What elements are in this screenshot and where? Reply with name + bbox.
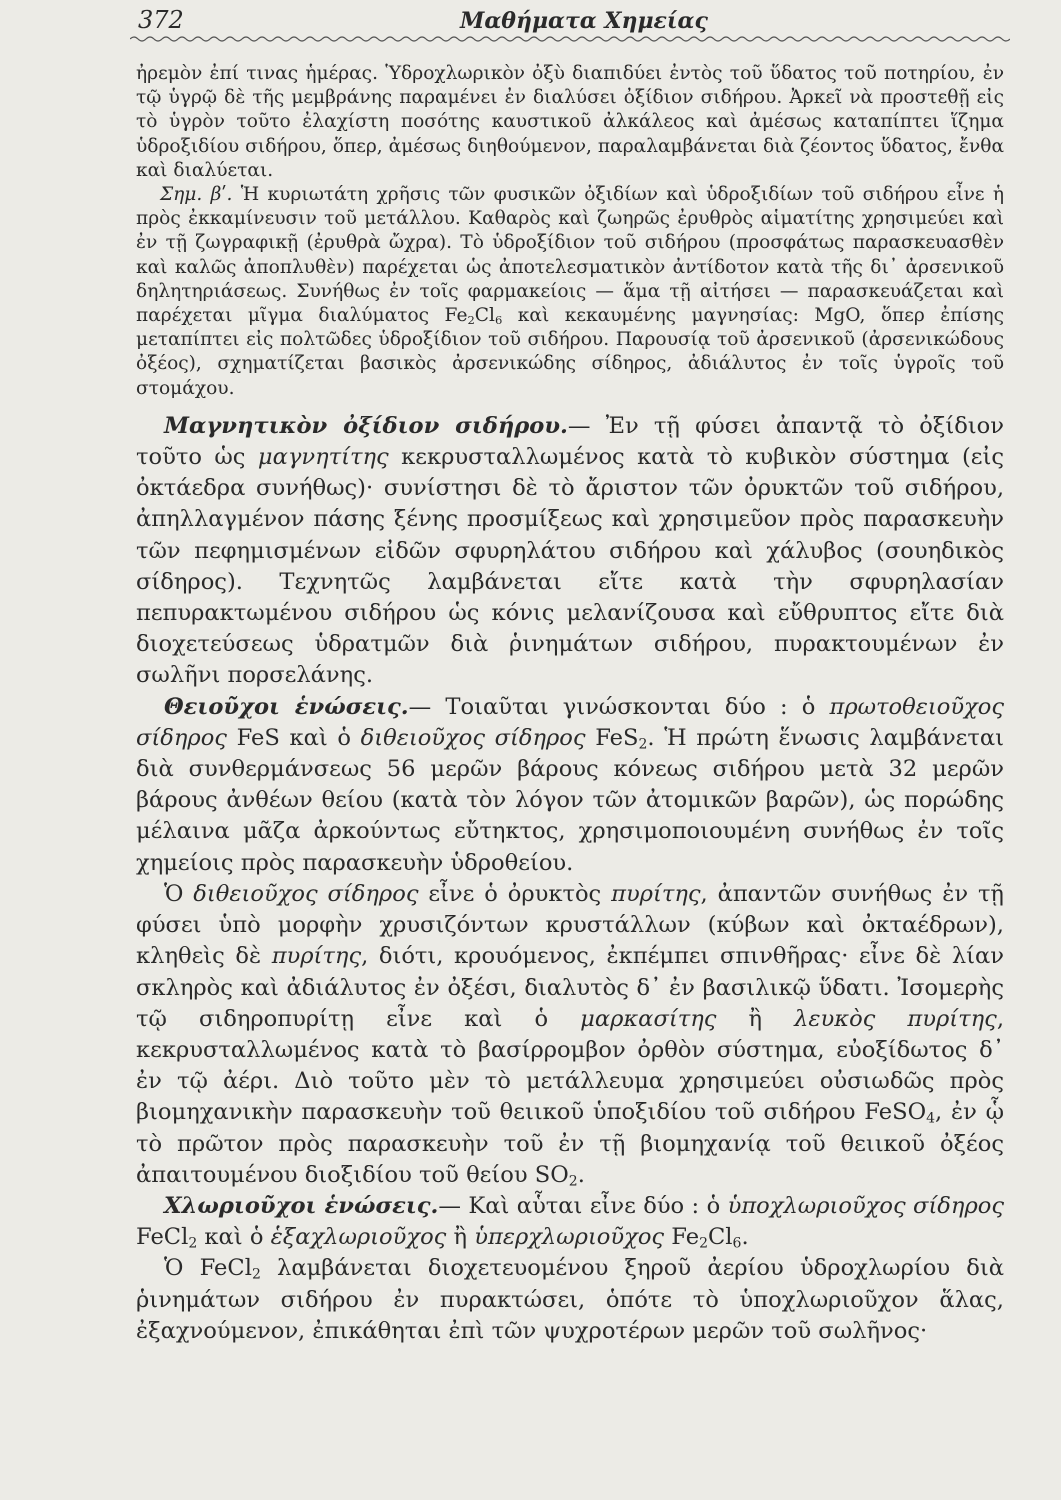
small-print-section [136, 62, 1004, 401]
paragraph-magnetic-oxide: Μαγνητικὸν ὀξίδιον σιδήρου.— Ἐν τῇ φύσει ἀπαντᾷ τὸ ὀξίδιον τοῦτο ὡς μαγνητίτης κεκρυσταλλωμένος κατὰ τὸ κυβικὸν σύστημα (εἰς ὀκτάεδρα συνήθως)· συνίστησι δὲ τὸ ἄριστον τῶν ὀρυκτῶν τοῦ σιδήρου, ἀπηλλαγμένον πάσης ξένης προσμίξεως καὶ χρησιμεῦον πρὸς παρασκευὴν τῶν πεφημισμένων εἰδῶν σφυρηλάτου σιδήρου καὶ χάλυβος (σουηδικὸς σίδηρος). Τεχνητῶς λαμβάνεται εἴτε κατὰ τὴν σφυρηλασίαν πεπυρακτωμένου σιδήρου ὡς κόνις μελανίζουσα καὶ εὔθρυπτος εἴτε διὰ διοχετεύσεως ὑδρατμῶν διὰ ῥινημάτων σιδήρου, πυρακτουμένων ἐν σωλῆνι πορσελάνης. [136, 412, 1004, 689]
wavy-rule [130, 34, 1010, 44]
note-label: Σημ. βʹ. [160, 184, 233, 206]
section-heading: Χλωριοῦχοι ἑνώσεις. [164, 1192, 439, 1219]
paragraph-sulfur-compounds: Θειοῦχοι ἑνώσεις.— Τοιαῦται γινώσκονται δύο : ὁ πρωτοθειοῦχος σίδηρος FeS καὶ ὁ διθειοῦχος σίδηρος FeS$_2$. Ἡ πρώτη ἕνωσις λαμβάνεται διὰ συνθερμάνσεως 56 μερῶν βάρους κόνεως σιδήρου μετὰ 32 μερῶν βάρους ἀνθέων θείου (κατὰ τὸν λόγον τῶν ἀτομικῶν βαρῶν), ὡς πορώδης μέλαινα μᾶζα ἀρκούντως εὔτηκτος, χρησιμοποιουμένη συνήθως ἐν τοῖς χημείοις πρὸς παρασκευὴν ὑδροθείου. [136, 693, 1004, 876]
page-body [136, 62, 1004, 1347]
paragraph-note-b: Σημ. βʹ. Ἡ κυριωτάτη χρῆσις τῶν φυσικῶν ὀξιδίων καὶ ὑδροξιδίων τοῦ σιδήρου εἶνε ἡ πρὸς ἐκκαμίνευσιν τοῦ μετάλλου. Καθαρὸς καὶ ζωηρῶς ἐρυθρὸς αἱματίτης χρησιμεύει καὶ ἐν τῇ ζωγραφικῇ (ἐρυθρὰ ὤχρα). Τὸ ὑδροξίδιον τοῦ σιδήρου (προσφάτως παρασκευασθὲν καὶ καλῶς ἀποπλυθὲν) παρέχεται ὡς ἀποτελεσματικὸν ἀντίδοτον κατὰ τῆς δι᾽ ἀρσενικοῦ δηλητηριάσεως. Συνήθως ἐν τοῖς φαρμακείοις — ἅμα τῇ αἰτήσει — παρασκευάζεται καὶ παρέχεται μῖγμα διαλύματος $Fe_2Cl_6$ καὶ κεκαυμένης μαγνησίας: MgO, ὅπερ ἐπίσης μεταπίπτει εἰς πολτῶδες ὑδροξίδιον τοῦ σιδήρου. Παρουσίᾳ τοῦ ἀρσενικοῦ (ἀρσενικώδους ὀξέος), σχηματίζεται βασικὸς ἀρσενικώδης σίδηρος, ἀδιάλυτος ἐν τοῖς ὑγροῖς τοῦ στομάχου. [136, 184, 1005, 399]
paragraph-continuation: ἠρεμὸν ἐπί τινας ἡμέρας. Ὑδροχλωρικὸν ὀξὺ διαπιδύει ἐντὸς τοῦ ὕδατος τοῦ ποτηρίου, ἐν τῷ ὑγρῷ δὲ τῆς μεμβράνης παραμένει ἐν διαλύσει ὀξίδιον σιδήρου. Ἀρκεῖ νὰ προστεθῇ εἰς τὸ ὑγρὸν τοῦτο ἐλαχίστη ποσότης καυστικοῦ ἀλκάλεος καὶ ἀμέσως καταπίπτει ἵζημα ὑδροξιδίου σιδήρου, ὅπερ, ἀμέσως διηθούμενον, παραλαμβάνεται διὰ ζέοντος ὕδατος, ἔνθα καὶ διαλύεται. [136, 63, 1004, 181]
running-title: Μαθήματα Χημείας [460, 8, 708, 34]
page-header [130, 6, 1010, 36]
paragraph-fecl2: Ὁ FeCl$_2$ λαμβάνεται διοχετευομένου ξηροῦ ἀερίου ὑδροχλωρίου διὰ ῥινημάτων σιδήρου ἐν πυρακτώσει, ὁπότε τὸ ὑποχλωριοῦχον ἅλας, ἐξαχνούμενον, ἐπικάθηται ἐπὶ τῶν ψυχροτέρων μερῶν τοῦ σωλῆνος· [136, 1255, 1004, 1344]
paragraph-chlorine-compounds: Χλωριοῦχοι ἑνώσεις.— Καὶ αὗται εἶνε δύο : ὁ ὑποχλωριοῦχος σίδηρος FeCl$_2$ καὶ ὁ ἑξαχλωριοῦχος ἢ ὑπερχλωριοῦχος $Fe_2Cl_6$. [136, 1192, 1004, 1252]
paragraph-pyrite: Ὁ διθειοῦχος σίδηρος εἶνε ὁ ὀρυκτὸς πυρίτης, ἀπαντῶν συνήθως ἐν τῇ φύσει ὑπὸ μορφὴν χρυσιζόντων κρυστάλλων (κύβων καὶ ὀκταέδρων), κληθεὶς δὲ πυρίτης, διότι, κρουόμενος, ἐκπέμπει σπινθῆρας· εἶνε δὲ λίαν σκληρὸς καὶ ἀδιάλυτος ἐν ὀξέσι, διαλυτὸς δ᾽ ἐν βασιλικῷ ὕδατι. Ἰσομερὴς τῷ σιδηροπυρίτῃ εἶνε καὶ ὁ μαρκασίτης ἢ λευκὸς πυρίτης, κεκρυσταλλωμένος κατὰ τὸ βασίρρομβον ὀρθὸν σύστημα, εὐοξίδωτος δ᾽ ἐν τῷ ἀέρι. Διὸ τοῦτο μὲν τὸ μετάλλευμα χρησιμεύει οὐσιωδῶς πρὸς βιομηχανικὴν παρασκευὴν τοῦ θειικοῦ ὑποξιδίου τοῦ σιδήρου FeSO$_4$, ἐν ᾧ τὸ πρῶτον πρὸς παρασκευὴν τοῦ ἐν τῇ βιομηχανίᾳ τοῦ θειικοῦ ὀξέος ἀπαιτουμένου διοξιδίου τοῦ θείου $SO_2$. [136, 880, 1004, 1190]
main-text-section [136, 411, 1004, 1347]
section-heading: Μαγνητικὸν ὀξίδιον σιδήρου. [164, 412, 568, 439]
page-number: 372 [138, 6, 184, 34]
section-heading: Θειοῦχοι ἑνώσεις. [164, 693, 409, 720]
